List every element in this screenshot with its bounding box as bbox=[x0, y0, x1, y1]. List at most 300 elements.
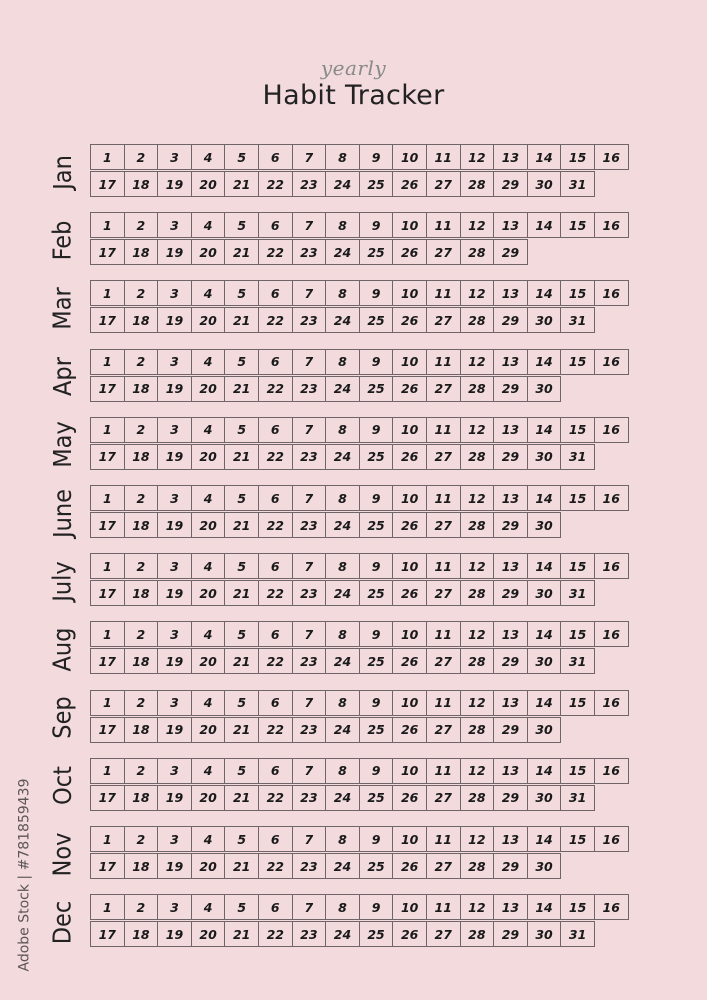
day-cell[interactable]: 7 bbox=[292, 144, 327, 170]
day-cell[interactable]: 29 bbox=[493, 512, 528, 538]
day-cell[interactable]: 4 bbox=[191, 485, 226, 511]
day-cell[interactable]: 15 bbox=[560, 212, 595, 238]
day-cell[interactable]: 31 bbox=[560, 921, 595, 947]
day-cell[interactable]: 29 bbox=[493, 853, 528, 879]
day-cell[interactable]: 2 bbox=[124, 144, 159, 170]
day-cell[interactable]: 12 bbox=[460, 621, 495, 647]
day-cell[interactable]: 9 bbox=[359, 144, 394, 170]
day-cell[interactable]: 21 bbox=[224, 512, 259, 538]
day-cell[interactable]: 24 bbox=[325, 921, 360, 947]
day-cell[interactable]: 14 bbox=[527, 690, 562, 716]
day-cell[interactable]: 5 bbox=[224, 758, 259, 784]
day-cell[interactable]: 25 bbox=[359, 444, 394, 470]
day-cell[interactable]: 16 bbox=[594, 894, 629, 920]
day-cell[interactable]: 12 bbox=[460, 690, 495, 716]
day-cell[interactable]: 21 bbox=[224, 717, 259, 743]
day-cell[interactable]: 25 bbox=[359, 171, 394, 197]
day-cell[interactable]: 10 bbox=[392, 349, 427, 375]
day-cell[interactable]: 9 bbox=[359, 894, 394, 920]
day-cell[interactable]: 23 bbox=[292, 444, 327, 470]
day-cell[interactable]: 16 bbox=[594, 280, 629, 306]
day-cell[interactable]: 14 bbox=[527, 144, 562, 170]
day-cell[interactable]: 19 bbox=[157, 717, 192, 743]
day-cell[interactable]: 1 bbox=[90, 690, 125, 716]
day-cell[interactable]: 20 bbox=[191, 512, 226, 538]
day-cell[interactable]: 9 bbox=[359, 690, 394, 716]
day-cell[interactable]: 14 bbox=[527, 826, 562, 852]
day-cell[interactable]: 15 bbox=[560, 894, 595, 920]
day-cell[interactable]: 17 bbox=[90, 717, 125, 743]
day-cell[interactable]: 27 bbox=[426, 444, 461, 470]
day-cell[interactable]: 8 bbox=[325, 144, 360, 170]
day-cell[interactable]: 10 bbox=[392, 553, 427, 579]
day-cell[interactable]: 28 bbox=[460, 580, 495, 606]
day-cell[interactable]: 18 bbox=[124, 853, 159, 879]
day-cell[interactable]: 6 bbox=[258, 894, 293, 920]
day-cell[interactable]: 21 bbox=[224, 785, 259, 811]
day-cell[interactable]: 20 bbox=[191, 171, 226, 197]
day-cell[interactable]: 21 bbox=[224, 444, 259, 470]
day-cell[interactable]: 26 bbox=[392, 648, 427, 674]
day-cell[interactable]: 13 bbox=[493, 690, 528, 716]
day-cell[interactable]: 29 bbox=[493, 785, 528, 811]
day-cell[interactable]: 7 bbox=[292, 212, 327, 238]
day-cell[interactable]: 25 bbox=[359, 717, 394, 743]
day-cell[interactable]: 17 bbox=[90, 307, 125, 333]
day-cell[interactable]: 9 bbox=[359, 826, 394, 852]
day-cell[interactable]: 7 bbox=[292, 758, 327, 784]
day-cell[interactable]: 13 bbox=[493, 485, 528, 511]
day-cell[interactable]: 28 bbox=[460, 376, 495, 402]
day-cell[interactable]: 27 bbox=[426, 717, 461, 743]
day-cell[interactable]: 24 bbox=[325, 580, 360, 606]
day-cell[interactable]: 24 bbox=[325, 376, 360, 402]
day-cell[interactable]: 28 bbox=[460, 785, 495, 811]
day-cell[interactable]: 19 bbox=[157, 853, 192, 879]
day-cell[interactable]: 2 bbox=[124, 212, 159, 238]
day-cell[interactable]: 31 bbox=[560, 648, 595, 674]
day-cell[interactable]: 6 bbox=[258, 690, 293, 716]
day-cell[interactable]: 5 bbox=[224, 212, 259, 238]
day-cell[interactable]: 30 bbox=[527, 921, 562, 947]
day-cell[interactable]: 12 bbox=[460, 144, 495, 170]
day-cell[interactable]: 1 bbox=[90, 553, 125, 579]
day-cell[interactable]: 23 bbox=[292, 921, 327, 947]
day-cell[interactable]: 22 bbox=[258, 239, 293, 265]
day-cell[interactable]: 22 bbox=[258, 853, 293, 879]
day-cell[interactable]: 28 bbox=[460, 171, 495, 197]
day-cell[interactable]: 29 bbox=[493, 717, 528, 743]
day-cell[interactable]: 17 bbox=[90, 921, 125, 947]
day-cell[interactable]: 24 bbox=[325, 785, 360, 811]
day-cell[interactable]: 12 bbox=[460, 826, 495, 852]
day-cell[interactable]: 16 bbox=[594, 417, 629, 443]
day-cell[interactable]: 17 bbox=[90, 376, 125, 402]
day-cell[interactable]: 26 bbox=[392, 307, 427, 333]
day-cell[interactable]: 21 bbox=[224, 648, 259, 674]
day-cell[interactable]: 12 bbox=[460, 485, 495, 511]
day-cell[interactable]: 23 bbox=[292, 171, 327, 197]
day-cell[interactable]: 30 bbox=[527, 853, 562, 879]
day-cell[interactable]: 25 bbox=[359, 307, 394, 333]
day-cell[interactable]: 2 bbox=[124, 553, 159, 579]
day-cell[interactable]: 11 bbox=[426, 485, 461, 511]
day-cell[interactable]: 6 bbox=[258, 826, 293, 852]
day-cell[interactable]: 18 bbox=[124, 444, 159, 470]
day-cell[interactable]: 18 bbox=[124, 239, 159, 265]
day-cell[interactable]: 20 bbox=[191, 785, 226, 811]
day-cell[interactable]: 25 bbox=[359, 785, 394, 811]
day-cell[interactable]: 18 bbox=[124, 921, 159, 947]
day-cell[interactable]: 14 bbox=[527, 553, 562, 579]
day-cell[interactable]: 3 bbox=[157, 349, 192, 375]
day-cell[interactable]: 12 bbox=[460, 417, 495, 443]
day-cell[interactable]: 19 bbox=[157, 376, 192, 402]
day-cell[interactable]: 7 bbox=[292, 690, 327, 716]
day-cell[interactable]: 30 bbox=[527, 376, 562, 402]
day-cell[interactable]: 24 bbox=[325, 648, 360, 674]
day-cell[interactable]: 23 bbox=[292, 376, 327, 402]
day-cell[interactable]: 22 bbox=[258, 376, 293, 402]
day-cell[interactable]: 30 bbox=[527, 307, 562, 333]
day-cell[interactable]: 23 bbox=[292, 853, 327, 879]
day-cell[interactable]: 4 bbox=[191, 621, 226, 647]
day-cell[interactable]: 23 bbox=[292, 648, 327, 674]
day-cell[interactable]: 3 bbox=[157, 280, 192, 306]
day-cell[interactable]: 17 bbox=[90, 171, 125, 197]
day-cell[interactable]: 27 bbox=[426, 580, 461, 606]
day-cell[interactable]: 24 bbox=[325, 853, 360, 879]
day-cell[interactable]: 19 bbox=[157, 444, 192, 470]
day-cell[interactable]: 4 bbox=[191, 826, 226, 852]
day-cell[interactable]: 15 bbox=[560, 144, 595, 170]
day-cell[interactable]: 11 bbox=[426, 144, 461, 170]
day-cell[interactable]: 11 bbox=[426, 212, 461, 238]
day-cell[interactable]: 3 bbox=[157, 485, 192, 511]
day-cell[interactable]: 22 bbox=[258, 444, 293, 470]
day-cell[interactable]: 2 bbox=[124, 826, 159, 852]
day-cell[interactable]: 21 bbox=[224, 580, 259, 606]
day-cell[interactable]: 5 bbox=[224, 690, 259, 716]
day-cell[interactable]: 9 bbox=[359, 349, 394, 375]
day-cell[interactable]: 28 bbox=[460, 512, 495, 538]
day-cell[interactable]: 10 bbox=[392, 417, 427, 443]
day-cell[interactable]: 3 bbox=[157, 758, 192, 784]
day-cell[interactable]: 13 bbox=[493, 553, 528, 579]
day-cell[interactable]: 14 bbox=[527, 758, 562, 784]
day-cell[interactable]: 13 bbox=[493, 758, 528, 784]
day-cell[interactable]: 23 bbox=[292, 580, 327, 606]
day-cell[interactable]: 8 bbox=[325, 280, 360, 306]
day-cell[interactable]: 24 bbox=[325, 171, 360, 197]
day-cell[interactable]: 11 bbox=[426, 417, 461, 443]
day-cell[interactable]: 20 bbox=[191, 921, 226, 947]
day-cell[interactable]: 10 bbox=[392, 485, 427, 511]
day-cell[interactable]: 8 bbox=[325, 553, 360, 579]
day-cell[interactable]: 11 bbox=[426, 758, 461, 784]
day-cell[interactable]: 7 bbox=[292, 280, 327, 306]
day-cell[interactable]: 1 bbox=[90, 758, 125, 784]
day-cell[interactable]: 10 bbox=[392, 280, 427, 306]
day-cell[interactable]: 19 bbox=[157, 307, 192, 333]
day-cell[interactable]: 15 bbox=[560, 280, 595, 306]
day-cell[interactable]: 3 bbox=[157, 553, 192, 579]
day-cell[interactable]: 11 bbox=[426, 621, 461, 647]
day-cell[interactable]: 22 bbox=[258, 512, 293, 538]
day-cell[interactable]: 6 bbox=[258, 417, 293, 443]
day-cell[interactable]: 31 bbox=[560, 785, 595, 811]
day-cell[interactable]: 7 bbox=[292, 349, 327, 375]
day-cell[interactable]: 13 bbox=[493, 349, 528, 375]
day-cell[interactable]: 28 bbox=[460, 853, 495, 879]
day-cell[interactable]: 5 bbox=[224, 485, 259, 511]
day-cell[interactable]: 4 bbox=[191, 690, 226, 716]
day-cell[interactable]: 9 bbox=[359, 280, 394, 306]
day-cell[interactable]: 1 bbox=[90, 144, 125, 170]
day-cell[interactable]: 30 bbox=[527, 512, 562, 538]
day-cell[interactable]: 24 bbox=[325, 307, 360, 333]
day-cell[interactable]: 25 bbox=[359, 853, 394, 879]
day-cell[interactable]: 22 bbox=[258, 171, 293, 197]
day-cell[interactable]: 22 bbox=[258, 921, 293, 947]
day-cell[interactable]: 7 bbox=[292, 621, 327, 647]
day-cell[interactable]: 27 bbox=[426, 512, 461, 538]
day-cell[interactable]: 11 bbox=[426, 349, 461, 375]
day-cell[interactable]: 6 bbox=[258, 349, 293, 375]
day-cell[interactable]: 15 bbox=[560, 690, 595, 716]
day-cell[interactable]: 10 bbox=[392, 894, 427, 920]
day-cell[interactable]: 18 bbox=[124, 171, 159, 197]
day-cell[interactable]: 5 bbox=[224, 894, 259, 920]
day-cell[interactable]: 15 bbox=[560, 758, 595, 784]
day-cell[interactable]: 25 bbox=[359, 921, 394, 947]
day-cell[interactable]: 19 bbox=[157, 580, 192, 606]
day-cell[interactable]: 29 bbox=[493, 171, 528, 197]
day-cell[interactable]: 2 bbox=[124, 485, 159, 511]
day-cell[interactable]: 28 bbox=[460, 717, 495, 743]
day-cell[interactable]: 19 bbox=[157, 239, 192, 265]
day-cell[interactable]: 26 bbox=[392, 580, 427, 606]
day-cell[interactable]: 14 bbox=[527, 280, 562, 306]
day-cell[interactable]: 30 bbox=[527, 444, 562, 470]
day-cell[interactable]: 19 bbox=[157, 785, 192, 811]
day-cell[interactable]: 29 bbox=[493, 239, 528, 265]
day-cell[interactable]: 29 bbox=[493, 921, 528, 947]
day-cell[interactable]: 4 bbox=[191, 758, 226, 784]
day-cell[interactable]: 7 bbox=[292, 894, 327, 920]
day-cell[interactable]: 14 bbox=[527, 349, 562, 375]
day-cell[interactable]: 5 bbox=[224, 349, 259, 375]
day-cell[interactable]: 3 bbox=[157, 690, 192, 716]
day-cell[interactable]: 12 bbox=[460, 553, 495, 579]
day-cell[interactable]: 4 bbox=[191, 144, 226, 170]
day-cell[interactable]: 5 bbox=[224, 553, 259, 579]
day-cell[interactable]: 18 bbox=[124, 376, 159, 402]
day-cell[interactable]: 28 bbox=[460, 444, 495, 470]
day-cell[interactable]: 10 bbox=[392, 621, 427, 647]
day-cell[interactable]: 30 bbox=[527, 717, 562, 743]
day-cell[interactable]: 31 bbox=[560, 580, 595, 606]
day-cell[interactable]: 5 bbox=[224, 280, 259, 306]
day-cell[interactable]: 16 bbox=[594, 212, 629, 238]
day-cell[interactable]: 29 bbox=[493, 307, 528, 333]
day-cell[interactable]: 11 bbox=[426, 553, 461, 579]
day-cell[interactable]: 29 bbox=[493, 376, 528, 402]
day-cell[interactable]: 27 bbox=[426, 376, 461, 402]
day-cell[interactable]: 30 bbox=[527, 580, 562, 606]
day-cell[interactable]: 17 bbox=[90, 785, 125, 811]
day-cell[interactable]: 5 bbox=[224, 621, 259, 647]
day-cell[interactable]: 13 bbox=[493, 621, 528, 647]
day-cell[interactable]: 5 bbox=[224, 826, 259, 852]
day-cell[interactable]: 16 bbox=[594, 144, 629, 170]
day-cell[interactable]: 14 bbox=[527, 485, 562, 511]
day-cell[interactable]: 23 bbox=[292, 239, 327, 265]
day-cell[interactable]: 3 bbox=[157, 417, 192, 443]
day-cell[interactable]: 14 bbox=[527, 212, 562, 238]
day-cell[interactable]: 23 bbox=[292, 785, 327, 811]
day-cell[interactable]: 2 bbox=[124, 894, 159, 920]
day-cell[interactable]: 8 bbox=[325, 690, 360, 716]
day-cell[interactable]: 28 bbox=[460, 239, 495, 265]
day-cell[interactable]: 27 bbox=[426, 853, 461, 879]
day-cell[interactable]: 9 bbox=[359, 621, 394, 647]
day-cell[interactable]: 16 bbox=[594, 758, 629, 784]
day-cell[interactable]: 3 bbox=[157, 144, 192, 170]
day-cell[interactable]: 1 bbox=[90, 485, 125, 511]
day-cell[interactable]: 16 bbox=[594, 553, 629, 579]
day-cell[interactable]: 6 bbox=[258, 144, 293, 170]
day-cell[interactable]: 26 bbox=[392, 171, 427, 197]
day-cell[interactable]: 7 bbox=[292, 826, 327, 852]
day-cell[interactable]: 13 bbox=[493, 144, 528, 170]
day-cell[interactable]: 3 bbox=[157, 621, 192, 647]
day-cell[interactable]: 16 bbox=[594, 349, 629, 375]
day-cell[interactable]: 21 bbox=[224, 307, 259, 333]
day-cell[interactable]: 12 bbox=[460, 894, 495, 920]
day-cell[interactable]: 30 bbox=[527, 785, 562, 811]
day-cell[interactable]: 20 bbox=[191, 376, 226, 402]
day-cell[interactable]: 1 bbox=[90, 826, 125, 852]
day-cell[interactable]: 9 bbox=[359, 417, 394, 443]
day-cell[interactable]: 26 bbox=[392, 444, 427, 470]
day-cell[interactable]: 25 bbox=[359, 580, 394, 606]
day-cell[interactable]: 20 bbox=[191, 580, 226, 606]
day-cell[interactable]: 1 bbox=[90, 894, 125, 920]
day-cell[interactable]: 15 bbox=[560, 417, 595, 443]
day-cell[interactable]: 19 bbox=[157, 921, 192, 947]
day-cell[interactable]: 19 bbox=[157, 171, 192, 197]
day-cell[interactable]: 1 bbox=[90, 621, 125, 647]
day-cell[interactable]: 20 bbox=[191, 853, 226, 879]
day-cell[interactable]: 8 bbox=[325, 826, 360, 852]
day-cell[interactable]: 18 bbox=[124, 648, 159, 674]
day-cell[interactable]: 8 bbox=[325, 485, 360, 511]
day-cell[interactable]: 10 bbox=[392, 690, 427, 716]
day-cell[interactable]: 4 bbox=[191, 212, 226, 238]
day-cell[interactable]: 16 bbox=[594, 485, 629, 511]
day-cell[interactable]: 30 bbox=[527, 171, 562, 197]
day-cell[interactable]: 4 bbox=[191, 349, 226, 375]
day-cell[interactable]: 8 bbox=[325, 212, 360, 238]
day-cell[interactable]: 2 bbox=[124, 758, 159, 784]
day-cell[interactable]: 11 bbox=[426, 894, 461, 920]
day-cell[interactable]: 25 bbox=[359, 512, 394, 538]
day-cell[interactable]: 21 bbox=[224, 376, 259, 402]
day-cell[interactable]: 28 bbox=[460, 648, 495, 674]
day-cell[interactable]: 7 bbox=[292, 417, 327, 443]
day-cell[interactable]: 13 bbox=[493, 280, 528, 306]
day-cell[interactable]: 2 bbox=[124, 280, 159, 306]
day-cell[interactable]: 13 bbox=[493, 212, 528, 238]
day-cell[interactable]: 26 bbox=[392, 717, 427, 743]
day-cell[interactable]: 28 bbox=[460, 307, 495, 333]
day-cell[interactable]: 9 bbox=[359, 758, 394, 784]
day-cell[interactable]: 12 bbox=[460, 280, 495, 306]
day-cell[interactable]: 27 bbox=[426, 785, 461, 811]
day-cell[interactable]: 26 bbox=[392, 239, 427, 265]
day-cell[interactable]: 4 bbox=[191, 553, 226, 579]
day-cell[interactable]: 2 bbox=[124, 417, 159, 443]
day-cell[interactable]: 14 bbox=[527, 417, 562, 443]
day-cell[interactable]: 17 bbox=[90, 512, 125, 538]
day-cell[interactable]: 31 bbox=[560, 307, 595, 333]
day-cell[interactable]: 2 bbox=[124, 349, 159, 375]
day-cell[interactable]: 18 bbox=[124, 307, 159, 333]
day-cell[interactable]: 6 bbox=[258, 621, 293, 647]
day-cell[interactable]: 4 bbox=[191, 894, 226, 920]
day-cell[interactable]: 18 bbox=[124, 785, 159, 811]
day-cell[interactable]: 27 bbox=[426, 307, 461, 333]
day-cell[interactable]: 3 bbox=[157, 212, 192, 238]
day-cell[interactable]: 6 bbox=[258, 758, 293, 784]
day-cell[interactable]: 15 bbox=[560, 485, 595, 511]
day-cell[interactable]: 31 bbox=[560, 444, 595, 470]
day-cell[interactable]: 23 bbox=[292, 307, 327, 333]
day-cell[interactable]: 3 bbox=[157, 826, 192, 852]
day-cell[interactable]: 20 bbox=[191, 648, 226, 674]
day-cell[interactable]: 17 bbox=[90, 853, 125, 879]
day-cell[interactable]: 26 bbox=[392, 853, 427, 879]
day-cell[interactable]: 4 bbox=[191, 417, 226, 443]
day-cell[interactable]: 7 bbox=[292, 485, 327, 511]
day-cell[interactable]: 10 bbox=[392, 826, 427, 852]
day-cell[interactable]: 27 bbox=[426, 648, 461, 674]
day-cell[interactable]: 16 bbox=[594, 621, 629, 647]
day-cell[interactable]: 22 bbox=[258, 648, 293, 674]
day-cell[interactable]: 29 bbox=[493, 444, 528, 470]
day-cell[interactable]: 17 bbox=[90, 239, 125, 265]
day-cell[interactable]: 6 bbox=[258, 280, 293, 306]
day-cell[interactable]: 15 bbox=[560, 553, 595, 579]
day-cell[interactable]: 10 bbox=[392, 212, 427, 238]
day-cell[interactable]: 20 bbox=[191, 239, 226, 265]
day-cell[interactable]: 17 bbox=[90, 580, 125, 606]
day-cell[interactable]: 8 bbox=[325, 758, 360, 784]
day-cell[interactable]: 22 bbox=[258, 307, 293, 333]
day-cell[interactable]: 28 bbox=[460, 921, 495, 947]
day-cell[interactable]: 18 bbox=[124, 580, 159, 606]
day-cell[interactable]: 8 bbox=[325, 349, 360, 375]
day-cell[interactable]: 17 bbox=[90, 648, 125, 674]
day-cell[interactable]: 27 bbox=[426, 239, 461, 265]
day-cell[interactable]: 9 bbox=[359, 485, 394, 511]
day-cell[interactable]: 4 bbox=[191, 280, 226, 306]
day-cell[interactable]: 15 bbox=[560, 621, 595, 647]
day-cell[interactable]: 29 bbox=[493, 648, 528, 674]
day-cell[interactable]: 27 bbox=[426, 171, 461, 197]
day-cell[interactable]: 10 bbox=[392, 144, 427, 170]
